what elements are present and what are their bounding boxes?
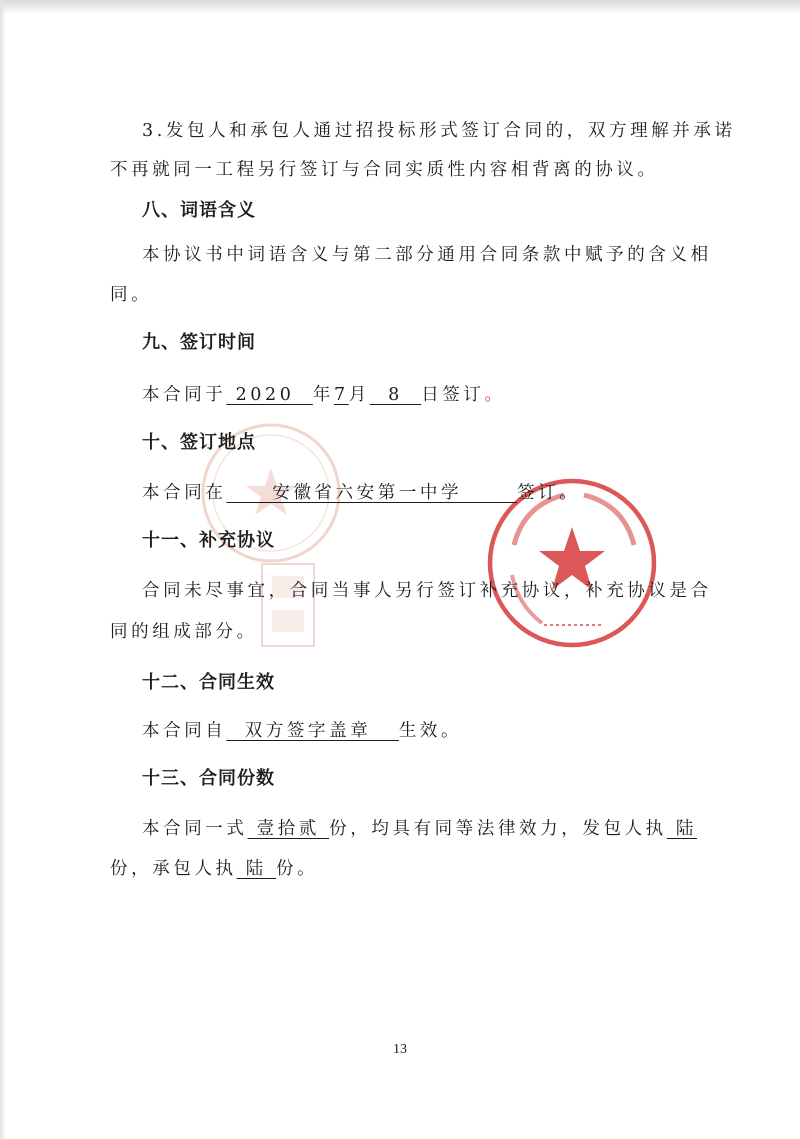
section8-line1: 本协议书中词语含义与第二部分通用合同条款中赋予的含义相 bbox=[142, 245, 712, 265]
copies-line2-suffix: 份。 bbox=[276, 859, 319, 879]
faded-stamp-image bbox=[258, 560, 318, 650]
section9-title: 九、签订时间 bbox=[142, 332, 256, 353]
employer-copies: 陆 bbox=[666, 819, 698, 839]
signing-date-line bbox=[142, 382, 506, 408]
effective-suffix: 生效。 bbox=[398, 721, 463, 741]
section11-line1: 合同未尽事宜，合同当事人另行签订补充协议，补充协议是合 bbox=[142, 581, 712, 601]
signing-place: 安徽省六安第一中学 bbox=[226, 483, 518, 503]
copies-line2 bbox=[110, 856, 318, 882]
copies-line1 bbox=[142, 816, 697, 842]
effective-line bbox=[142, 718, 462, 744]
copies-prefix: 本合同一式 bbox=[142, 819, 248, 839]
effective-prefix: 本合同自 bbox=[142, 721, 227, 741]
year-label: 年 bbox=[312, 385, 334, 405]
copies-line2-prefix: 份，承包人执 bbox=[110, 859, 237, 879]
signing-day: 8 bbox=[369, 385, 422, 405]
section10-title: 十、签订地点 bbox=[142, 432, 256, 453]
scan-edge-left bbox=[0, 0, 6, 1139]
signing-date-suffix: 日签订 bbox=[421, 385, 485, 405]
copies-mid: 份，均具有同等法律效力，发包人执 bbox=[329, 819, 667, 839]
scan-edge-top bbox=[0, 0, 800, 14]
signing-place-line bbox=[142, 480, 580, 506]
section12-title: 十二、合同生效 bbox=[142, 672, 275, 693]
signing-month: 7 bbox=[333, 385, 349, 405]
signing-place-suffix: 签订。 bbox=[517, 483, 581, 503]
total-copies: 壹拾贰 bbox=[247, 819, 330, 839]
signing-date-prefix: 本合同于 bbox=[142, 385, 227, 405]
effective-condition: 双方签字盖章 bbox=[226, 721, 399, 741]
clause3-line2: 不再就同一工程另行签订与合同实质性内容相背离的协议。 bbox=[110, 160, 659, 180]
section13-title: 十三、合同份数 bbox=[142, 768, 275, 789]
signing-year: 2020 bbox=[226, 385, 313, 405]
section8-title: 八、词语含义 bbox=[142, 200, 256, 221]
section11-title: 十一、补充协议 bbox=[142, 530, 275, 551]
clause3-line1: 3.发包人和承包人通过招投标形式签订合同的，双方理解并承诺 bbox=[142, 121, 736, 141]
month-label: 月 bbox=[348, 385, 370, 405]
section11-line2: 同的组成部分。 bbox=[110, 622, 258, 642]
contractor-copies: 陆 bbox=[236, 859, 277, 879]
page-number: 13 bbox=[393, 1042, 407, 1057]
signing-date-period: 。 bbox=[484, 385, 506, 405]
signing-place-prefix: 本合同在 bbox=[142, 483, 227, 503]
section8-line2: 同。 bbox=[110, 285, 153, 305]
